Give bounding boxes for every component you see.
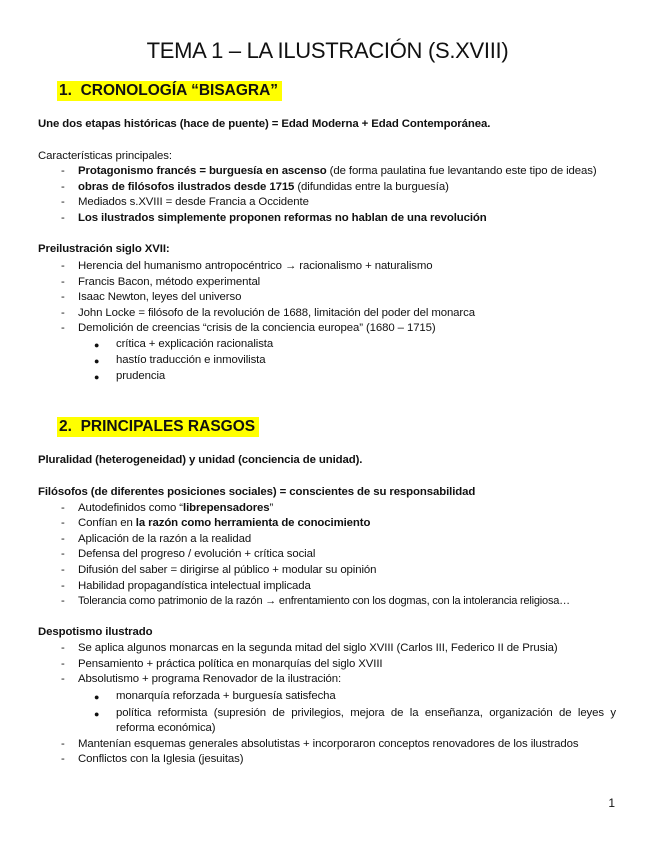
bullet-mark: ● bbox=[94, 372, 100, 382]
dash-mark: - bbox=[61, 564, 65, 576]
dash-mark: - bbox=[61, 533, 65, 545]
caract-item bbox=[78, 196, 309, 208]
dash-mark: - bbox=[61, 307, 65, 319]
dash-mark: - bbox=[61, 595, 65, 607]
preil-item: Herencia del humanismo antropocéntrico → racionalismo + naturalismo bbox=[78, 260, 433, 272]
plural-line: Pluralidad (heterogeneidad) y unidad (conciencia de unidad). bbox=[38, 454, 363, 466]
dash-mark: - bbox=[61, 580, 65, 592]
bullet-mark: ● bbox=[94, 356, 100, 366]
section-1-heading bbox=[57, 82, 282, 100]
desp-item: Mantenían esquemas generales absolutistas + incorporaron conceptos renovadores de los ilustrados bbox=[78, 738, 579, 750]
filo-item bbox=[78, 502, 273, 514]
desp-item: Conflictos con la Iglesia (jesuitas) bbox=[78, 753, 244, 765]
caract-item-rest: Mediados s.XVIII = desde Francia a Occidente bbox=[78, 196, 309, 208]
bullet-mark: ● bbox=[94, 709, 100, 719]
dash-mark: - bbox=[61, 517, 65, 529]
filo-item-text: Autodefinidos como “ bbox=[78, 502, 184, 514]
caract-item-bold: Los ilustrados simplemente proponen reformas no hablan de una revolución bbox=[78, 212, 487, 224]
section-2-number: 2. bbox=[59, 418, 72, 435]
filo-label: Filósofos (de diferentes posiciones sociales) = conscientes de su responsabilidad bbox=[38, 486, 476, 498]
section-1-highlight bbox=[57, 81, 282, 101]
caract-item-rest: (difundidas entre la burguesía) bbox=[294, 181, 449, 193]
desp-subitem: monarquía reforzada + burguesía satisfecha bbox=[116, 690, 336, 702]
preil-subitem: crítica + explicación racionalista bbox=[116, 338, 274, 350]
preil-subitem: hastío traducción e inmovilista bbox=[116, 354, 266, 366]
bullet-mark: ● bbox=[94, 340, 100, 350]
dash-mark: - bbox=[61, 260, 65, 272]
preil-item: Francis Bacon, método experimental bbox=[78, 276, 261, 288]
dash-mark: - bbox=[61, 196, 65, 208]
caract-item bbox=[78, 181, 449, 193]
bullet-mark: ● bbox=[94, 692, 100, 702]
desp-subitem: política reformista (supresión de privilegios, mejora de la enseñanza, organización de leyes y bbox=[116, 707, 616, 719]
caract-item-bold: Protagonismo francés = burguesía en ascenso bbox=[78, 165, 327, 177]
dash-mark: - bbox=[61, 322, 65, 334]
caract-label: Características principales: bbox=[38, 150, 172, 162]
section-1-number: 1. bbox=[59, 82, 72, 99]
section-2-heading bbox=[57, 418, 259, 436]
caract-item-rest: (de forma paulatina fue levantando este tipo de ideas) bbox=[326, 165, 597, 177]
dash-mark: - bbox=[61, 642, 65, 654]
dash-mark: - bbox=[61, 738, 65, 750]
dash-mark: - bbox=[61, 276, 65, 288]
preil-item: Demolición de creencias “crisis de la conciencia europea” (1680 – 1715) bbox=[78, 322, 436, 334]
section-2-highlight bbox=[57, 417, 259, 437]
preil-label: Preilustración siglo XVII: bbox=[38, 243, 170, 255]
filo-item-tail: ” bbox=[269, 502, 274, 514]
caract-item-bold: obras de filósofos ilustrados desde 1715 bbox=[78, 181, 295, 193]
filo-item: Aplicación de la razón a la realidad bbox=[78, 533, 252, 545]
section-1-intro: Une dos etapas históricas (hace de puente) = Edad Moderna + Edad Contemporánea. bbox=[38, 118, 491, 130]
dash-mark: - bbox=[61, 212, 65, 224]
filo-item-bold: librepensadores bbox=[183, 502, 270, 514]
filo-item: Habilidad propagandística intelectual implicada bbox=[78, 580, 311, 592]
section-2-title: PRINCIPALES RASGOS bbox=[80, 418, 256, 435]
dash-mark: - bbox=[61, 165, 65, 177]
filo-item-bold: la razón como herramienta de conocimiento bbox=[135, 517, 371, 529]
caract-item bbox=[78, 165, 597, 177]
section-1-title: CRONOLOGÍA “BISAGRA” bbox=[80, 82, 279, 99]
desp-item: Se aplica algunos monarcas en la segunda mitad del siglo XVIII (Carlos III, Federico II de Prusia) bbox=[78, 642, 558, 654]
filo-item: Difusión del saber = dirigirse al público + modular su opinión bbox=[78, 564, 377, 576]
filo-item-text: Confían en bbox=[78, 517, 136, 529]
preil-item: Isaac Newton, leyes del universo bbox=[78, 291, 242, 303]
preil-subitem: prudencia bbox=[116, 370, 166, 382]
page-number: 1 bbox=[608, 796, 615, 810]
dash-mark: - bbox=[61, 548, 65, 560]
page-title: TEMA 1 – LA ILUSTRACIÓN (S.XVIII) bbox=[146, 38, 509, 63]
dash-mark: - bbox=[61, 658, 65, 670]
dash-mark: - bbox=[61, 673, 65, 685]
desp-item: Absolutismo + programa Renovador de la ilustración: bbox=[78, 673, 342, 685]
dash-mark: - bbox=[61, 181, 65, 193]
caract-item bbox=[78, 212, 487, 224]
dash-mark: - bbox=[61, 291, 65, 303]
dash-mark: - bbox=[61, 753, 65, 765]
filo-item: Defensa del progreso / evolución + crítica social bbox=[78, 548, 316, 560]
filo-item bbox=[78, 517, 370, 529]
desp-item: Pensamiento + práctica política en monarquías del siglo XVIII bbox=[78, 658, 383, 670]
desp-subitem-continued: reforma económica) bbox=[116, 722, 216, 734]
preil-item: John Locke = filósofo de la revolución de 1688, limitación del poder del monarca bbox=[78, 307, 475, 319]
desp-label: Despotismo ilustrado bbox=[38, 626, 153, 638]
dash-mark: - bbox=[61, 502, 65, 514]
filo-item: Tolerancia como patrimonio de la razón → enfrentamiento con los dogmas, con la intolerancia religiosa… bbox=[78, 595, 570, 607]
